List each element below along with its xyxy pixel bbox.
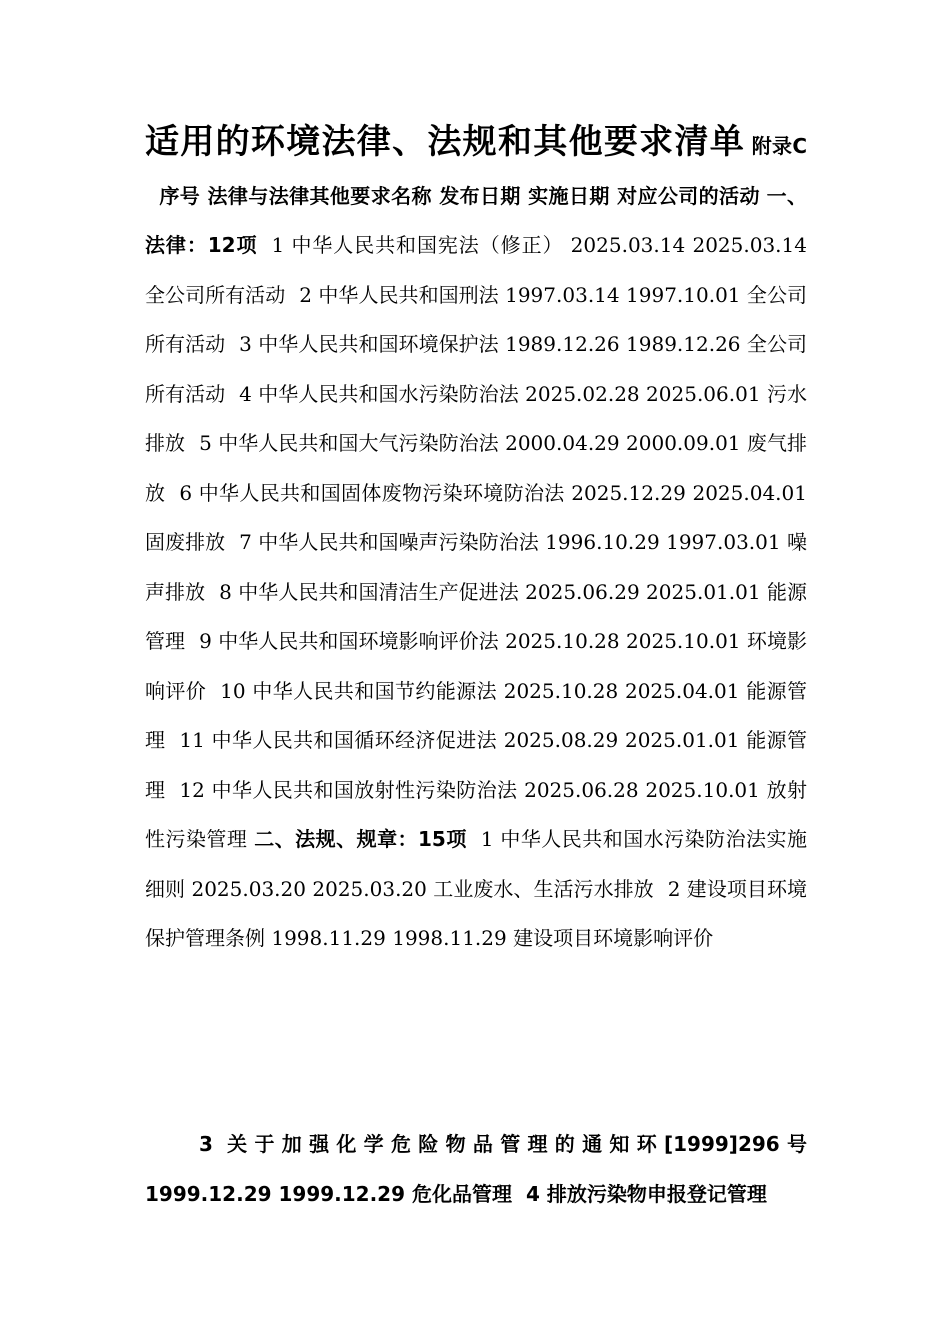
law-entry: 1 中华人民共和国宪法（修正） 2025.03.14 2025.03.14 全公司所有活动 <box>145 233 807 307</box>
law-entry: 3 中华人民共和国环境保护法 1989.12.26 1989.12.26 全公司所有活动 <box>145 332 807 406</box>
law-entry: 4 中华人民共和国水污染防治法 2025.02.28 2025.06.01 污水排放 <box>145 381 807 455</box>
law-entry: 8 中华人民共和国清洁生产促进法 2025.06.29 2025.01.01 能源管理 <box>145 579 808 653</box>
body-paragraph-2 <box>145 1120 807 1219</box>
table-header-row: 序号 法律与法律其他要求名称 发布日期 实施日期 对应公司的活动 <box>159 183 760 208</box>
regulation-entry-bold: 3 关于加强化学危险物品管理的通知环[1999]296号 1999.12.29 1999.12.29 危化品管理 <box>145 1132 807 1206</box>
regulation-entry-tail: 4 排放污染物申报登记管理 <box>525 1181 767 1206</box>
law-entry: 9 中华人民共和国环境影响评价法 2025.10.28 2025.10.01 环境影响评价 <box>145 629 807 703</box>
law-entry: 2 中华人民共和国刑法 1997.03.14 1997.10.01 全公司所有活动 <box>145 282 807 356</box>
law-entry: 5 中华人民共和国大气污染防治法 2000.04.29 2000.09.01 废气排放 <box>145 431 807 505</box>
section-heading-regulations: 二、法规、规章：15项 <box>254 827 467 851</box>
law-entry: 12 中华人民共和国放射性污染防治法 2025.06.28 2025.10.01 放射性污染管理 <box>145 777 808 851</box>
regulation-entry: 1 中华人民共和国水污染防治法实施细则 2025.03.20 2025.03.20 工业废水、生活污水排放 <box>145 827 807 901</box>
regulation-entry: 2 建设项目环境保护管理条例 1998.11.29 1998.11.29 建设项目环境影响评价 <box>145 876 807 950</box>
law-entry: 6 中华人民共和国固体废物污染环境防治法 2025.12.29 2025.04.01 固废排放 <box>145 480 807 554</box>
section-heading-laws: 一、法律：12项 <box>145 183 808 257</box>
document-title: 适用的环境法律、法规和其他要求清单 <box>145 122 746 162</box>
law-entry: 10 中华人民共和国节约能源法 2025.10.28 2025.04.01 能源管理 <box>145 678 807 752</box>
body-paragraph <box>145 118 807 964</box>
appendix-label: 附录C <box>751 134 807 158</box>
law-entry: 11 中华人民共和国循环经济促进法 2025.08.29 2025.01.01 能源管理 <box>145 728 808 802</box>
law-entry: 7 中华人民共和国噪声污染防治法 1996.10.29 1997.03.01 噪声排放 <box>145 530 807 604</box>
